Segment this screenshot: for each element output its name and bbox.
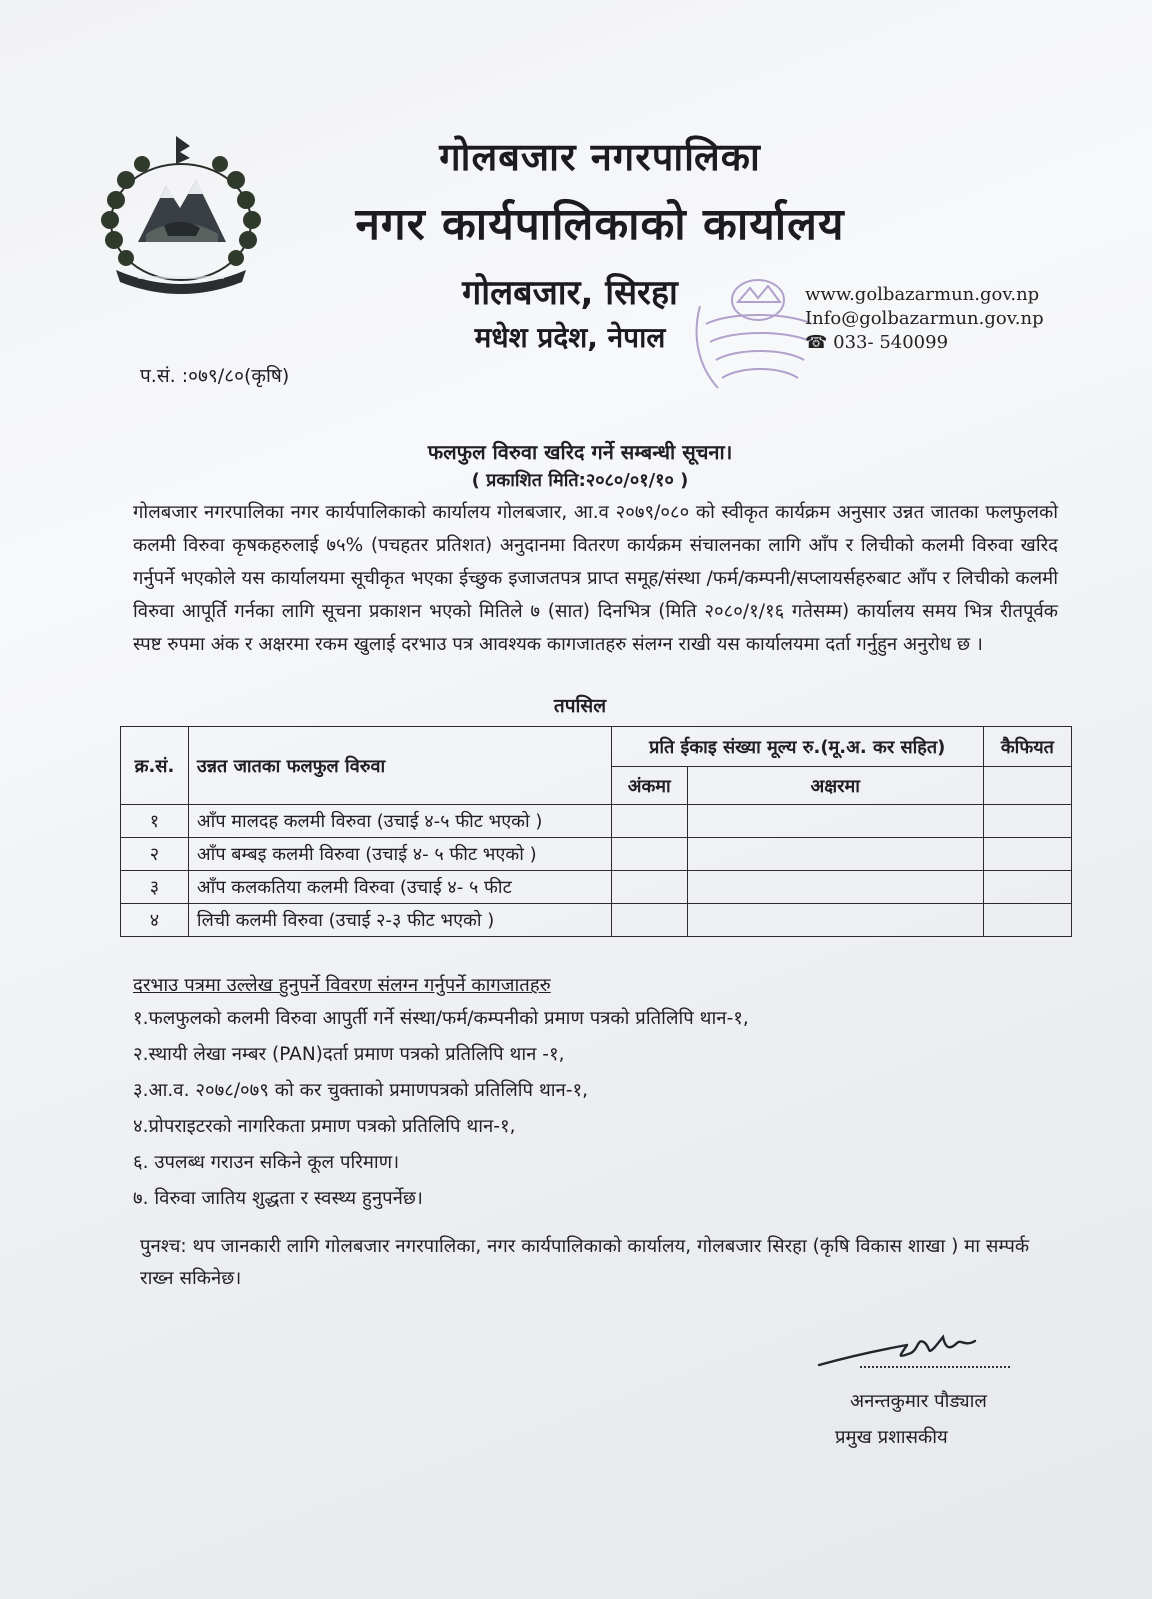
row-sn: १ [121, 805, 189, 838]
office-name: नगर कार्यपालिकाको कार्यालय [355, 199, 845, 250]
province-name: मधेश प्रदेश, नेपाल [474, 321, 666, 354]
postscript-note: पुनश्च: थप जानकारी लागि गोलबजार नगरपालिका, नगर कार्यपालिकाको कार्यालय, गोलबजार सिरहा (कृषि विकास शाखा ) मा सम्पर्क राख्न सकिनेछ। [140, 1236, 1030, 1289]
row-price-words [687, 805, 983, 838]
list-item: ४.प्रोपराइटरको नागरिकता प्रमाण पत्रको प्रतिलिपि थान-१, [133, 1116, 516, 1137]
email-text: Info@golbazarmun.gov.np [805, 308, 1044, 329]
header-price: प्रति ईकाइ संख्या मूल्य रु.(मू.अ. कर सहित) [611, 727, 983, 767]
documents-title: दरभाउ पत्रमा उल्लेख हुनुपर्ने विवरण संलग्न गर्नुपर्ने कागजातहरु [133, 975, 551, 996]
row-remarks [983, 904, 1071, 937]
header-remarks: कैफियत [983, 727, 1071, 767]
signatory-title: प्रमुख प्रशासकीय [835, 1427, 948, 1448]
row-remarks [983, 838, 1071, 871]
row-price-figures [611, 871, 687, 904]
signature-line [860, 1366, 1010, 1368]
table-title: तपसिल [553, 695, 607, 717]
notice-body: गोलबजार नगरपालिका नगर कार्यपालिकाको कार्यालय गोलबजार, आ.व २०७९/०८० को स्वीकृत कार्यक्रम अनुसार उन्नत जातका फलफुलको कलमी विरुवा कृषकहरुलाई ७५% (पचहतर प्रतिशत) अनुदानमा वितरण कार्यक्रम संचालनका लागि आँप र लिचीको कलमी विरुवा खरिद गर्नुपर्ने भएकोले यस कार्यालयमा सूचीकृत भएका ईच्छुक इजाजतपत्र प्राप्त समूह/संस्था /फर्म/कम्पनी/सप्लायर्सहरुबाट आँप र लिचीको कलमी विरुवा आपूर्ति गर्नका लागि सूचना प्रकाशन भएको मितिले ७ (सात) दिनभित्र (मिति २०८०/१/१६ गतेसम्म) कार्यालय समय भित्र रीतपूर्वक स्पष्ट रुपमा अंक र अक्षरमा रकम खुलाई दरभाउ पत्र आवश्यक कागजातहरु संलग्न राखी यस कार्यालयमा दर्ता गर्नुहुन अनुरोध छ । [133, 502, 1058, 655]
publish-date: ( प्रकाशित मिति:२०८०/०१/१० ) [471, 470, 689, 491]
nepal-emblem-icon [76, 130, 286, 300]
row-item: लिची कलमी विरुवा (उचाई २-३ फीट भएको ) [188, 904, 611, 937]
phone-line [805, 332, 948, 353]
documents-list [133, 1001, 749, 1217]
row-price-figures [611, 838, 687, 871]
row-price-figures [611, 805, 687, 838]
header-in-figures: अंकमा [611, 767, 687, 805]
row-sn: ४ [121, 904, 189, 937]
row-price-words [687, 904, 983, 937]
list-item: ६. उपलब्ध गराउन सकिने कूल परिमाण। [133, 1152, 400, 1173]
row-price-words [687, 838, 983, 871]
notice-title: फलफुल विरुवा खरिद गर्ने सम्बन्धी सूचना। [427, 440, 733, 464]
table-row [121, 805, 1072, 838]
row-sn: २ [121, 838, 189, 871]
header-in-words: अक्षरमा [687, 767, 983, 805]
office-location: गोलबजार, सिरहा [462, 273, 678, 313]
row-item: आँप बम्बइ कलमी विरुवा (उचाई ४- ५ फीट भएको ) [188, 838, 611, 871]
row-item: आँप कलकतिया कलमी विरुवा (उचाई ४- ५ फीट [188, 871, 611, 904]
phone-number: 033- 540099 [833, 332, 949, 353]
telephone-icon: ☎ [805, 332, 828, 353]
row-sn: ३ [121, 871, 189, 904]
row-price-figures [611, 904, 687, 937]
table-row [121, 871, 1072, 904]
list-item: २.स्थायी लेखा नम्बर (PAN)दर्ता प्रमाण पत्रको प्रतिलिपि थान -१, [133, 1044, 565, 1065]
row-price-words [687, 871, 983, 904]
list-item: १.फलफुलको कलमी विरुवा आपुर्ती गर्ने संस्था/फर्म/कम्पनीको प्रमाण पत्रको प्रतिलिपि थान-१, [133, 1008, 749, 1029]
website-text: www.golbazarmun.gov.np [805, 284, 1040, 305]
header-item: उन्नत जातका फलफुल विरुवा [188, 727, 611, 805]
list-item: ७. विरुवा जातिय शुद्धता र स्वस्थ्य हुनुपर्नेछ। [133, 1188, 423, 1209]
reference-number: प.सं. :०७९/८०(कृषि) [140, 365, 290, 387]
header-sn: क्र.सं. [121, 727, 189, 805]
items-table [120, 726, 1072, 937]
table-row [121, 838, 1072, 871]
signatory-name: अनन्तकुमार पौड्याल [850, 1391, 987, 1412]
list-item: ३.आ.व. २०७८/०७९ को कर चुक्ताको प्रमाणपत्रको प्रतिलिपि थान-१, [133, 1080, 588, 1101]
row-remarks [983, 871, 1071, 904]
municipality-name: गोलबजार नगरपालिका [439, 135, 761, 179]
row-remarks [983, 805, 1071, 838]
remarks-subheader-cell [983, 767, 1071, 805]
row-item: आँप मालदह कलमी विरुवा (उचाई ४-५ फीट भएको ) [188, 805, 611, 838]
table-row [121, 904, 1072, 937]
